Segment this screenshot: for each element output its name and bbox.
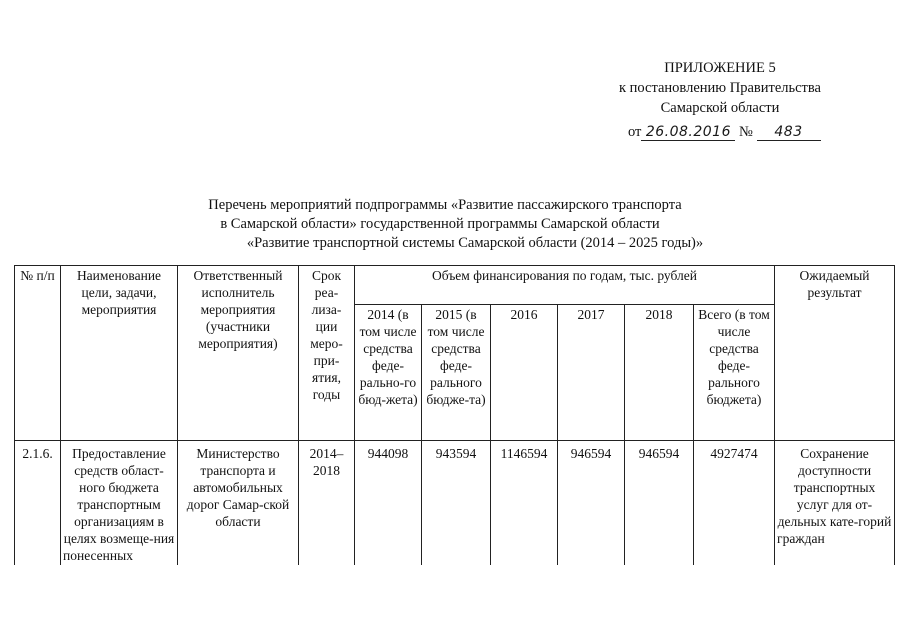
header-year-2017: 2017 <box>558 305 625 441</box>
appendix-header <box>600 58 840 118</box>
header-year-2016: 2016 <box>491 305 558 441</box>
row-executor: Министерство транспорта и автомобильных дорог Самар-ской области <box>178 441 299 566</box>
decree-number-handwritten: 483 <box>757 124 821 141</box>
title-line-2: в Самарской области» государственной программы Самарской области <box>220 216 660 232</box>
header-year-2014: 2014 (в том числе средства феде-рально-го бюд-жета) <box>355 305 422 441</box>
header-name: Наименование цели, задачи, мероприятия <box>61 266 178 441</box>
title-line-3: «Развитие транспортной системы Самарской области (2014 – 2025 годы)» <box>246 235 704 251</box>
row-term: 2014–2018 <box>299 441 355 566</box>
measures-table <box>14 265 895 565</box>
header-num: № п/п <box>15 266 61 441</box>
row-name: Предоставление средств област-ного бюджета транспортным организациям в целях возмеще-ния понесенных <box>61 441 178 566</box>
row-result: Сохранение доступности транспортных услуг для от-дельных кате-горий граждан <box>775 441 895 566</box>
row-year-2015: 943594 <box>422 441 491 566</box>
header-result: Ожидаемый результат <box>775 266 895 441</box>
row-num: 2.1.6. <box>15 441 61 566</box>
header-executor: Ответственный исполнитель мероприятия (участники мероприятия) <box>178 266 299 441</box>
header-total: Всего (в том числе средства феде-рального бюджета) <box>694 305 775 441</box>
row-year-2016: 1146594 <box>491 441 558 566</box>
table-row <box>15 441 895 566</box>
title-line-1: Перечень мероприятий подпрограммы «Развитие пассажирского транспорта <box>208 197 682 213</box>
document-title <box>150 196 770 253</box>
appendix-title: ПРИЛОЖЕНИЕ 5 <box>664 60 776 76</box>
decree-date-handwritten: 26.08.2016 <box>641 124 735 141</box>
row-total: 4927474 <box>694 441 775 566</box>
header-year-2015: 2015 (в том числе средства феде-рального бюдже-та) <box>422 305 491 441</box>
header-term: Срок реа-лиза-ции меро-при-ятия, годы <box>299 266 355 441</box>
row-year-2014: 944098 <box>355 441 422 566</box>
appendix-region: Самарской области <box>660 100 780 116</box>
header-funding: Объем финансирования по годам, тыс. рублей <box>355 266 775 305</box>
decree-from-label: от <box>628 124 642 140</box>
row-year-2018: 946594 <box>625 441 694 566</box>
decree-number-label: № <box>739 124 753 140</box>
decree-line <box>628 124 821 141</box>
row-year-2017: 946594 <box>558 441 625 566</box>
header-year-2018: 2018 <box>625 305 694 441</box>
appendix-subtitle: к постановлению Правительства <box>619 80 821 96</box>
